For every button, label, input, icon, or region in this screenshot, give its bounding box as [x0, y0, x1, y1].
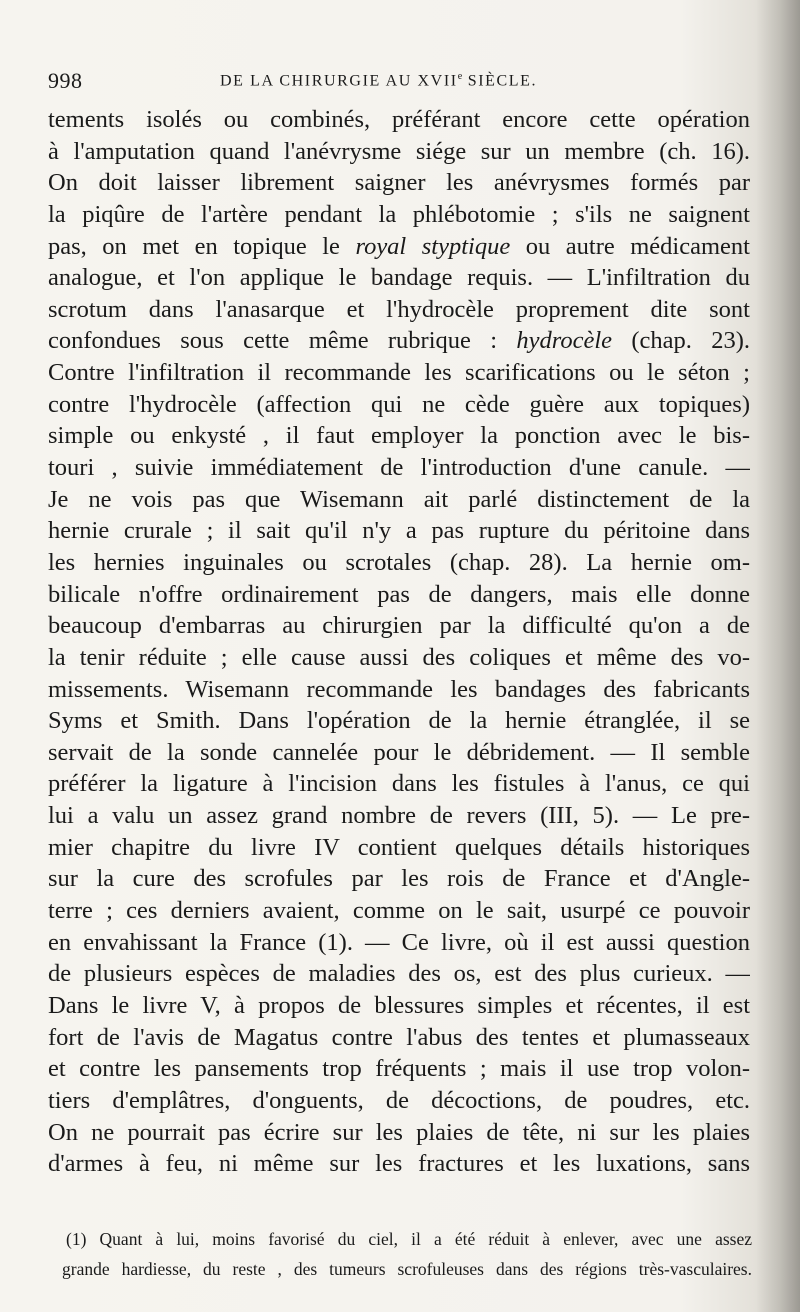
text-line: terre ; ces derniers avaient, comme on le sait, usurpé ce pouvoir	[48, 897, 750, 925]
page-edge-shadow	[756, 0, 800, 1312]
text-line: Je ne vois pas que Wisemann ait parlé distinctement de la	[48, 485, 750, 513]
footnote-line: grande hardiesse, du reste , des tumeurs scrofuleuses dans des régions très-vasculaires.	[62, 1259, 752, 1279]
text-line: la piqûre de l'artère pendant la phlébotomie ; s'ils ne saignent	[48, 200, 750, 228]
page-number: 998	[48, 68, 83, 93]
text-line: simple ou enkysté , il faut employer la ponction avec le bis-	[48, 422, 750, 450]
running-head: DE LA CHIRURGIE AU XVIIe SIÈCLE.	[220, 71, 538, 90]
text-line: On ne pourrait pas écrire sur les plaies de tête, ni sur les plaies	[48, 1118, 750, 1146]
text-line: la tenir réduite ; elle cause aussi des coliques et même des vo-	[48, 643, 750, 671]
text-line: préférer la ligature à l'incision dans les fistules à l'anus, ce qui	[48, 770, 750, 798]
text-line: fort de l'avis de Magatus contre l'abus des tentes et plumasseaux	[48, 1023, 750, 1051]
text-line: de plusieurs espèces de maladies des os, est des plus curieux. —	[48, 960, 750, 988]
text-line: à l'amputation quand l'anévrysme siége sur un membre (ch. 16).	[48, 137, 750, 165]
text-line: hernie crurale ; il sait qu'il n'y a pas rupture du péritoine dans	[48, 517, 750, 545]
text-line: et contre les pansements trop fréquents ; mais il use trop volon-	[48, 1055, 750, 1083]
text-line: d'armes à feu, ni même sur les fractures et les luxations, sans	[48, 1150, 750, 1178]
text-line: analogue, et l'on applique le bandage requis. — L'infiltration du	[48, 264, 750, 292]
text-line: confondues sous cette même rubrique : hydrocèle (chap. 23).	[48, 327, 750, 355]
text-line: en envahissant la France (1). — Ce livre, où il est aussi question	[48, 928, 750, 956]
text-line: Syms et Smith. Dans l'opération de la hernie étranglée, il se	[48, 707, 750, 735]
text-line: lui a valu un assez grand nombre de revers (III, 5). — Le pre-	[48, 802, 750, 830]
text-line: les hernies inguinales ou scrotales (chap. 28). La hernie om-	[48, 548, 750, 576]
page-header	[48, 68, 748, 98]
italic-term: hydrocèle	[516, 327, 613, 355]
text-line: On doit laisser librement saigner les anévrysmes formés par	[48, 169, 750, 197]
footnotes	[62, 1224, 752, 1284]
text-line: missements. Wisemann recommande les bandages des fabricants	[48, 675, 750, 703]
text-line: Contre l'infiltration il recommande les scarifications ou le séton ;	[48, 359, 750, 387]
italic-term: royal styptique	[355, 232, 511, 260]
text-line: bilicale n'offre ordinairement pas de dangers, mais elle donne	[48, 580, 750, 608]
text-line: pas, on met en topique le royal styptique ou autre médicament	[48, 232, 750, 260]
footnote-line: (1) Quant à lui, moins favorisé du ciel, il a été réduit à enlever, avec une assez	[66, 1229, 752, 1249]
text-line: Dans le livre V, à propos de blessures simples et récentes, il est	[48, 991, 750, 1019]
text-line: scrotum dans l'anasarque et l'hydrocèle proprement dite sont	[48, 295, 750, 323]
text-line: touri , suivie immédiatement de l'introduction d'une canule. —	[48, 454, 750, 482]
text-line: sur la cure des scrofules par les rois de France et d'Angle-	[48, 865, 750, 893]
text-line: tiers d'emplâtres, d'onguents, de décoctions, de poudres, etc.	[48, 1086, 750, 1114]
text-line: contre l'hydrocèle (affection qui ne cède guère aux topiques)	[48, 390, 750, 418]
text-line: tements isolés ou combinés, préférant encore cette opération	[48, 106, 750, 133]
text-line: servait de la sonde cannelée pour le débridement. — Il semble	[48, 738, 750, 766]
text-line: mier chapitre du livre IV contient quelques détails historiques	[48, 833, 750, 861]
text-line: beaucoup d'embarras au chirurgien par la difficulté qu'on a de	[48, 612, 750, 640]
body-text	[48, 104, 750, 1180]
